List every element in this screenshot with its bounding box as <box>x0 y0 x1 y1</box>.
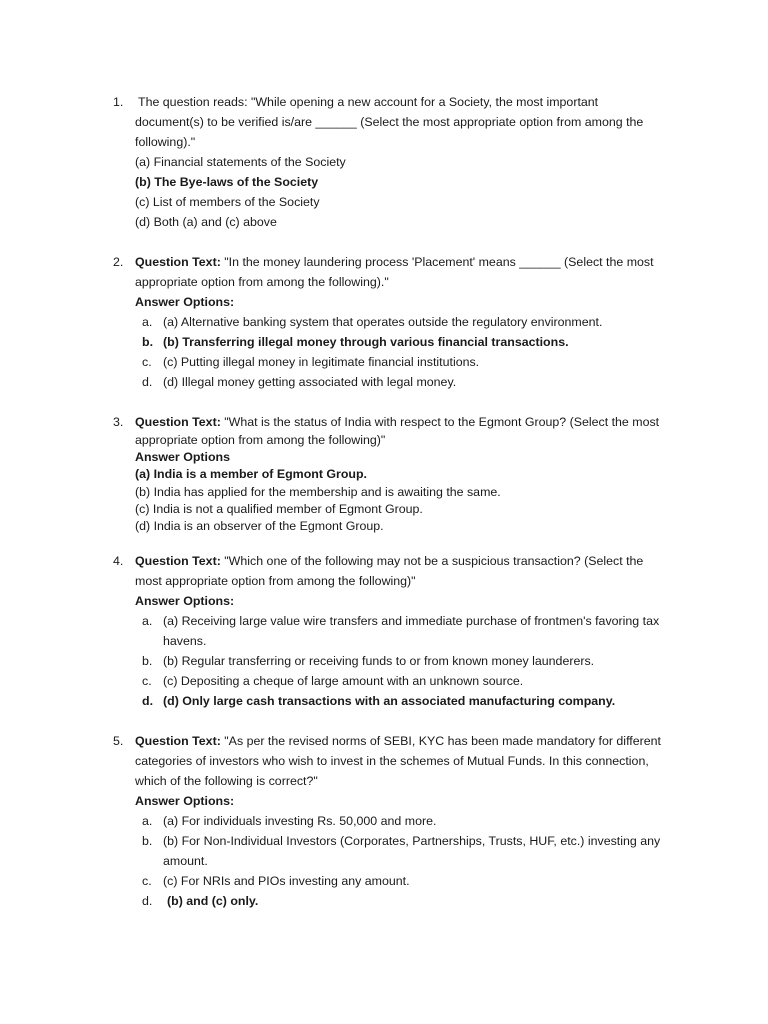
question-text-line <box>135 553 643 569</box>
answer-option-b-correct: (b) The Bye-laws of the Society <box>135 175 319 189</box>
answer-option-c: (c) Putting illegal money in legitimate financial institutions. <box>163 355 480 369</box>
question-number: 4. <box>113 554 124 568</box>
question-text-label: Question Text: <box>135 415 221 429</box>
answer-option-b: (b) Regular transferring or receiving funds to or from known money launderers. <box>163 654 595 668</box>
answer-options-label: Answer Options <box>135 450 231 464</box>
answer-option-d-correct: (d) Only large cash transactions with an associated manufacturing company. <box>163 694 616 708</box>
answer-option-a: (a) Alternative banking system that operates outside the regulatory environment. <box>163 315 603 329</box>
question-text-line: following)." <box>135 135 196 149</box>
answer-option-a: (a) Financial statements of the Society <box>135 155 346 169</box>
question-text-label: Question Text: <box>135 554 221 568</box>
question-text-line: The question reads: "While opening a new account for a Society, the most important <box>138 95 599 109</box>
answer-option-a: (a) Receiving large value wire transfers and immediate purchase of frontmen's favoring tax <box>163 614 660 628</box>
list-marker: c. <box>142 874 152 888</box>
answer-option-c: (c) For NRIs and PIOs investing any amount. <box>163 874 410 888</box>
answer-option-d: (d) Illegal money getting associated with legal money. <box>163 375 457 389</box>
answer-option-c: (c) List of members of the Society <box>135 195 320 209</box>
list-marker: c. <box>142 674 152 688</box>
answer-option-d: (d) Both (a) and (c) above <box>135 215 277 229</box>
answer-option-b-continued: amount. <box>163 854 208 868</box>
question-text: "What is the status of India with respect to the Egmont Group? (Select the most <box>224 415 660 429</box>
answer-option-b: (b) For Non-Individual Investors (Corporates, Partnerships, Trusts, HUF, etc.) investing any <box>163 834 661 848</box>
question-number: 5. <box>113 734 124 748</box>
question-text-line: which of the following is correct?" <box>135 774 318 788</box>
answer-option-b: (b) India has applied for the membership and is awaiting the same. <box>135 485 501 499</box>
answer-option-b-correct: (b) Transferring illegal money through various financial transactions. <box>163 335 569 349</box>
question-number: 3. <box>113 415 124 429</box>
answer-option-a-continued: havens. <box>163 634 207 648</box>
question-text-line: appropriate option from among the following)." <box>135 275 389 289</box>
list-marker: b. <box>142 335 154 349</box>
question-text-label: Question Text: <box>135 255 221 269</box>
question-text-line: document(s) to be verified is/are ______ (Select the most appropriate option from among the <box>135 115 644 129</box>
answer-option-d: (d) India is an observer of the Egmont Group. <box>135 519 384 533</box>
list-marker: b. <box>142 834 153 848</box>
list-marker: d. <box>142 375 153 389</box>
question-text-line: most appropriate option from among the following)" <box>135 574 416 588</box>
list-marker: c. <box>142 355 152 369</box>
question-text-line: appropriate option from among the following)" <box>135 433 386 447</box>
question-text: "Which one of the following may not be a suspicious transaction? (Select the <box>224 554 644 568</box>
question-number: 2. <box>113 255 124 269</box>
list-marker: a. <box>142 315 153 329</box>
answer-options-label: Answer Options: <box>135 594 235 608</box>
question-text-line <box>135 414 659 430</box>
list-marker: d. <box>142 894 153 908</box>
answer-option-a-correct: (a) India is a member of Egmont Group. <box>135 467 368 481</box>
question-number: 1. <box>113 95 124 109</box>
question-text-line: categories of investors who wish to invest in the schemes of Mutual Funds. In this connection, <box>135 754 649 768</box>
answer-options-label: Answer Options: <box>135 794 235 808</box>
answer-option-c: (c) India is not a qualified member of Egmont Group. <box>135 502 423 516</box>
answer-option-a: (a) For individuals investing Rs. 50,000 and more. <box>163 814 437 828</box>
list-marker: a. <box>142 814 153 828</box>
question-text: "As per the revised norms of SEBI, KYC has been made mandatory for different <box>224 734 661 748</box>
question-text: "In the money laundering process 'Placement' means ______ (Select the most <box>224 255 654 269</box>
answer-option-c: (c) Depositing a cheque of large amount with an unknown source. <box>163 674 524 688</box>
question-text-line <box>135 254 654 270</box>
question-text-label: Question Text: <box>135 734 221 748</box>
list-marker: d. <box>142 694 154 708</box>
list-marker: a. <box>142 614 153 628</box>
question-text-line <box>135 733 661 749</box>
answer-options-label: Answer Options: <box>135 295 235 309</box>
list-marker: b. <box>142 654 153 668</box>
answer-option-d-correct: (b) and (c) only. <box>167 894 259 908</box>
